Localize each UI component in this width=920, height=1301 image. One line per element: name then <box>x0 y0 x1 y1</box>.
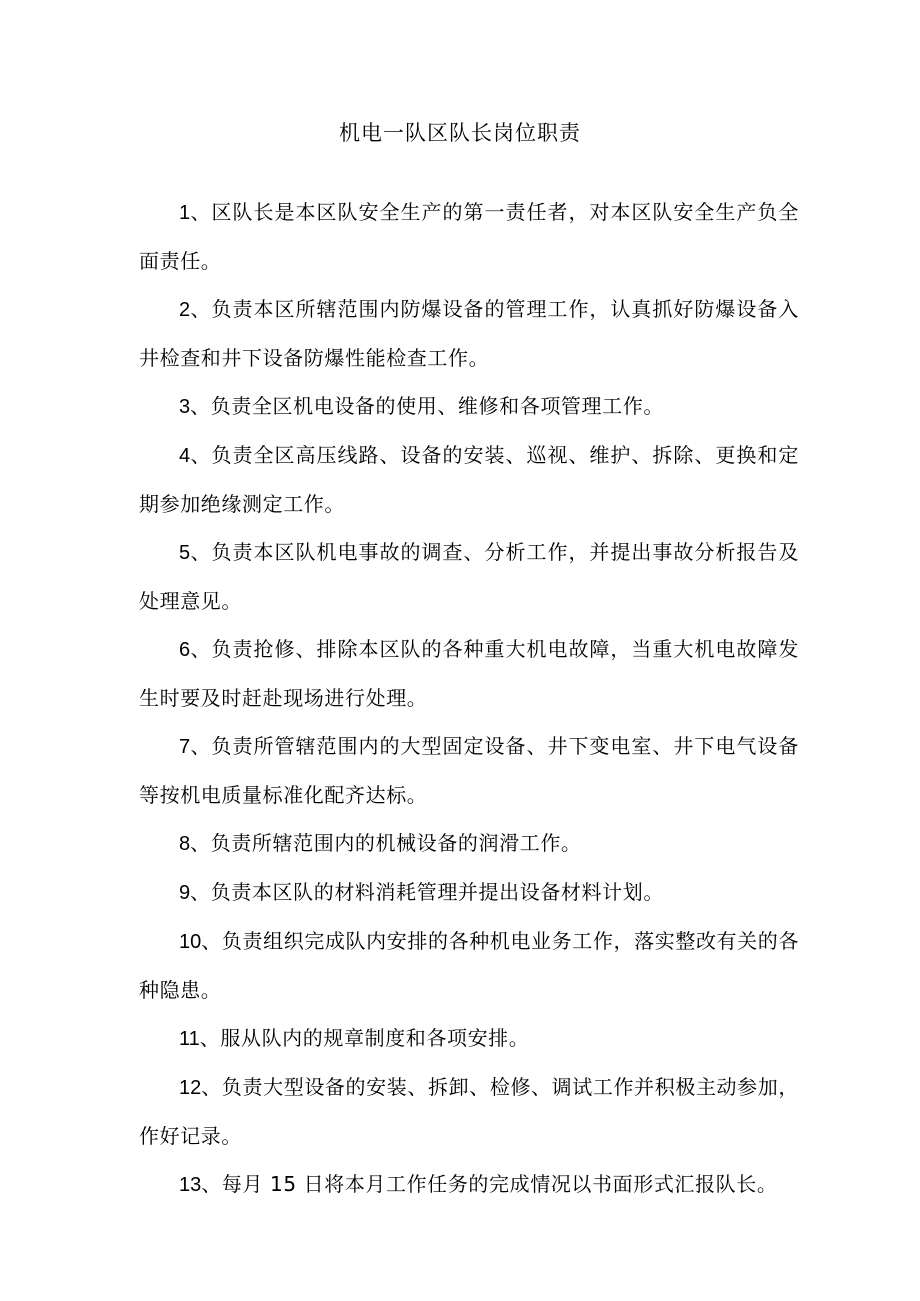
duty-item <box>139 1014 799 1063</box>
duty-item-text: 、负责全区机电设备的使用、维修和各项管理工作。 <box>190 394 664 418</box>
duty-item-number: 2 <box>179 299 191 321</box>
duty-item <box>139 917 799 1014</box>
duty-item-text: 、负责大型设备的安装、拆卸、检修、调试工作并积极主动参加，作好记录。 <box>139 1075 799 1148</box>
duty-item-number: 13 <box>179 1174 202 1196</box>
duty-item <box>139 431 799 528</box>
duty-item-text: 、负责本区队机电事故的调查、分析工作，并提出事故分析报告及处理意见。 <box>139 540 799 613</box>
duty-item-number: 10 <box>179 931 202 953</box>
duty-item-number: 3 <box>179 396 191 418</box>
duty-item-number: 6 <box>179 639 191 661</box>
duty-item <box>139 382 799 431</box>
document-title: 机电一队区队长岗位职责 <box>339 121 581 145</box>
duty-item <box>139 285 799 382</box>
duty-item-text: 、负责本区所辖范围内防爆设备的管理工作，认真抓好防爆设备入井检查和井下设备防爆性能检查工作。 <box>139 297 799 370</box>
duty-item <box>139 722 799 819</box>
duty-item-text: 、负责抢修、排除本区队的各种重大机电故障，当重大机电故障发生时要及时赶赴现场进行处理。 <box>139 637 799 710</box>
duty-item-text: 、负责全区高压线路、设备的安装、巡视、维护、拆除、更换和定期参加绝缘测定工作。 <box>139 443 799 516</box>
duty-item-number: 5 <box>179 542 191 564</box>
duty-item-number: 12 <box>179 1077 202 1099</box>
duty-item <box>139 188 799 285</box>
duty-item <box>139 1063 799 1160</box>
duty-list <box>139 188 799 1209</box>
duty-item-number: 9 <box>179 882 191 904</box>
duty-item <box>139 625 799 722</box>
duty-item <box>139 868 799 917</box>
duty-item-number: 1 <box>179 202 191 224</box>
duty-item-text: 、负责所辖范围内的机械设备的润滑工作。 <box>190 831 582 855</box>
duty-item <box>139 1160 799 1209</box>
duty-item <box>139 819 799 868</box>
duty-item <box>139 528 799 625</box>
duty-item-number: 11 <box>179 1028 200 1050</box>
duty-item-number: 4 <box>179 445 191 467</box>
duty-item-text: 、区队长是本区队安全生产的第一责任者，对本区队安全生产负全面责任。 <box>139 200 799 273</box>
duty-item-number: 7 <box>179 736 191 758</box>
duty-item-number: 8 <box>179 833 191 855</box>
duty-item-text: 、负责组织完成队内安排的各种机电业务工作，落实整改有关的各种隐患。 <box>139 929 799 1002</box>
duty-item-text: 、负责本区队的材料消耗管理并提出设备材料计划。 <box>190 880 664 904</box>
duty-item-text: 、每月 15 日将本月工作任务的完成情况以书面形式汇报队长。 <box>201 1172 778 1196</box>
duty-item-text: 、负责所管辖范围内的大型固定设备、井下变电室、井下电气设备等按机电质量标准化配齐达标。 <box>139 734 799 807</box>
duty-item-text: 、服从队内的规章制度和各项安排。 <box>199 1026 530 1050</box>
